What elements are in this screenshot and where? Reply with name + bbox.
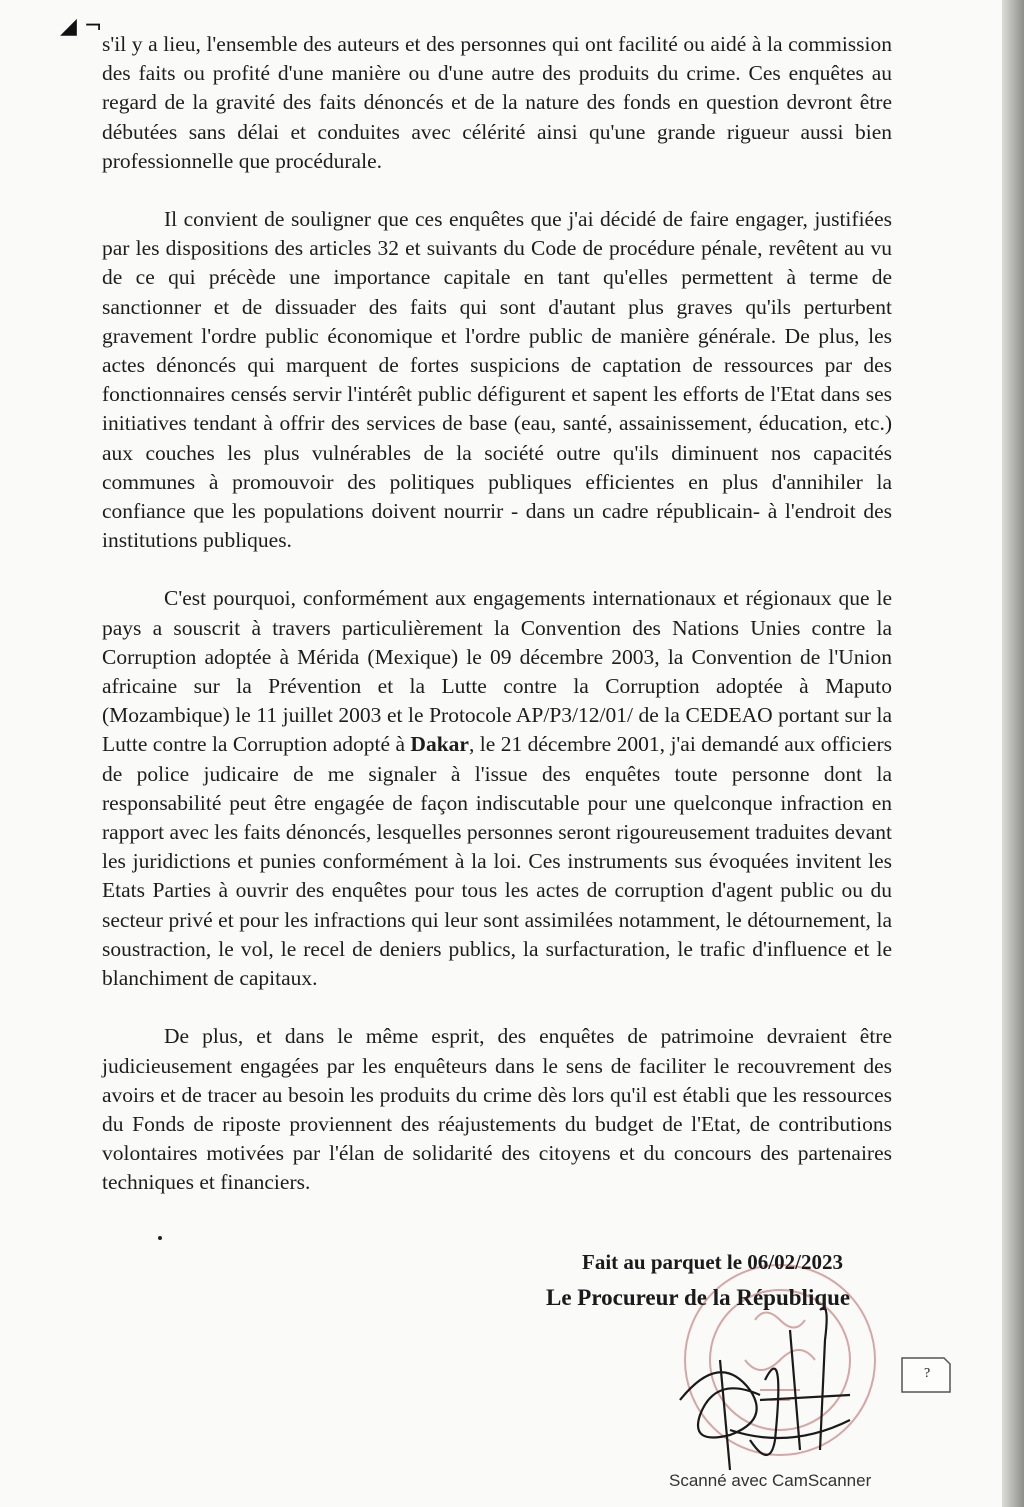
scanner-footer: Scanné avec CamScanner (669, 1471, 872, 1490)
stray-dot (158, 1236, 162, 1240)
signature-date-line: Fait au parquet le 06/02/2023 (582, 1250, 843, 1274)
document-body (102, 30, 892, 1227)
paragraph-3-bold-city: Dakar (410, 732, 469, 757)
signatory-title: Le Procureur de la République (546, 1285, 851, 1310)
corner-mark: ◢ ¬ (60, 14, 103, 39)
paragraph-1: s'il y a lieu, l'ensemble des auteurs et des personnes qui ont facilité ou aidé à la commission des faits ou profité d'une manière ou d'une autre des produits du crime. Ces enquêtes au regard de la gravité des faits dénoncés et de la nature des fonds en question devront être débutées sans délai et conduites avec célérité ainsi qu'une grande rigueur aussi bien professionnelle que procédurale. (102, 32, 892, 173)
folded-note-icon (900, 1356, 952, 1394)
paragraph-3-part-1: C'est pourquoi, conformément aux engagements internationaux et régionaux que le pays a souscrit à travers particulièrement la Convention des Nations Unies contre la Corruption adoptée à Mérida (Mexique) le 09 décembre 2003, la Convention de l'Union africaine sur la Prévention et la Lutte contre la Corruption adoptée à Maputo (Mozambique) le 11 juillet 2003 et le Protocole AP/P3/12/01/ de la CEDEAO portant sur la Lutte contre la Corruption adopté à (102, 586, 892, 757)
paragraph-3-part-2: , le 21 décembre 2001, j'ai demandé aux officiers de police judicaire de me signaler à l'issue des enquêtes toute personne dont la responsabilité peut être engagée de façon indiscutable pour une quelconque infraction en rapport avec les faits dénoncés, lesquelles personnes seront rigoureusement traduites devant les juridictions et punies conformément à la loi. Ces instruments sus évoquées invitent les Etats Parties à ouvrir des enquêtes pour tous les actes de corruption d'agent public ou du secteur privé et pour les infractions qui leur sont assimilées notamment, le détournement, la soustraction, le vol, le recel de deniers publics, la surfacturation, le trafic d'influence et le blanchiment de capitaux. (102, 732, 892, 991)
paragraph-2: Il convient de souligner que ces enquêtes que j'ai décidé de faire engager, justifiées par les dispositions des articles 32 et suivants du Code de procédure pénale, revêtent au vu de ce qui précède une importance capitale en tant qu'elles permettent à terme de sanctionner et de dissuader des faits qui sont d'autant plus graves qu'ils perturbent gravement l'ordre public économique et l'ordre public de manière générale. De plus, les actes dénoncés qui marquent de fortes suspicions de captation de ressources par des fonctionnaires censés servir l'intérêt public défigurent et sapent les efforts de l'Etat dans ses initiatives tendant à offrir des services de base (eau, santé, assainissement, éducation, etc.) aux couches les plus vulnérables de la société outre qu'ils diminuent nos capacités communes à promouvoir des politiques publiques efficientes en plus d'annihiler la confiance que les populations doivent nourrir - dans un cadre républicain- à l'endroit des institutions publiques. (102, 207, 892, 553)
paragraph-4: De plus, et dans le même esprit, des enquêtes de patrimoine devraient être judicieusement engagées par les enquêteurs dans le sens de faciliter le recouvrement des avoirs et de tracer au besoin les produits du crime dès lors qu'il est établi que les ressources du Fonds de riposte proviennent des réajustements du budget de l'Etat, de contributions volontaires motivées par l'élan de solidarité des citoyens et du concours des partenaires techniques et financiers. (102, 1024, 892, 1195)
page-edge-shadow (1002, 0, 1024, 1507)
paragraph-3 (102, 584, 892, 993)
side-note-text: ? (924, 1366, 931, 1381)
